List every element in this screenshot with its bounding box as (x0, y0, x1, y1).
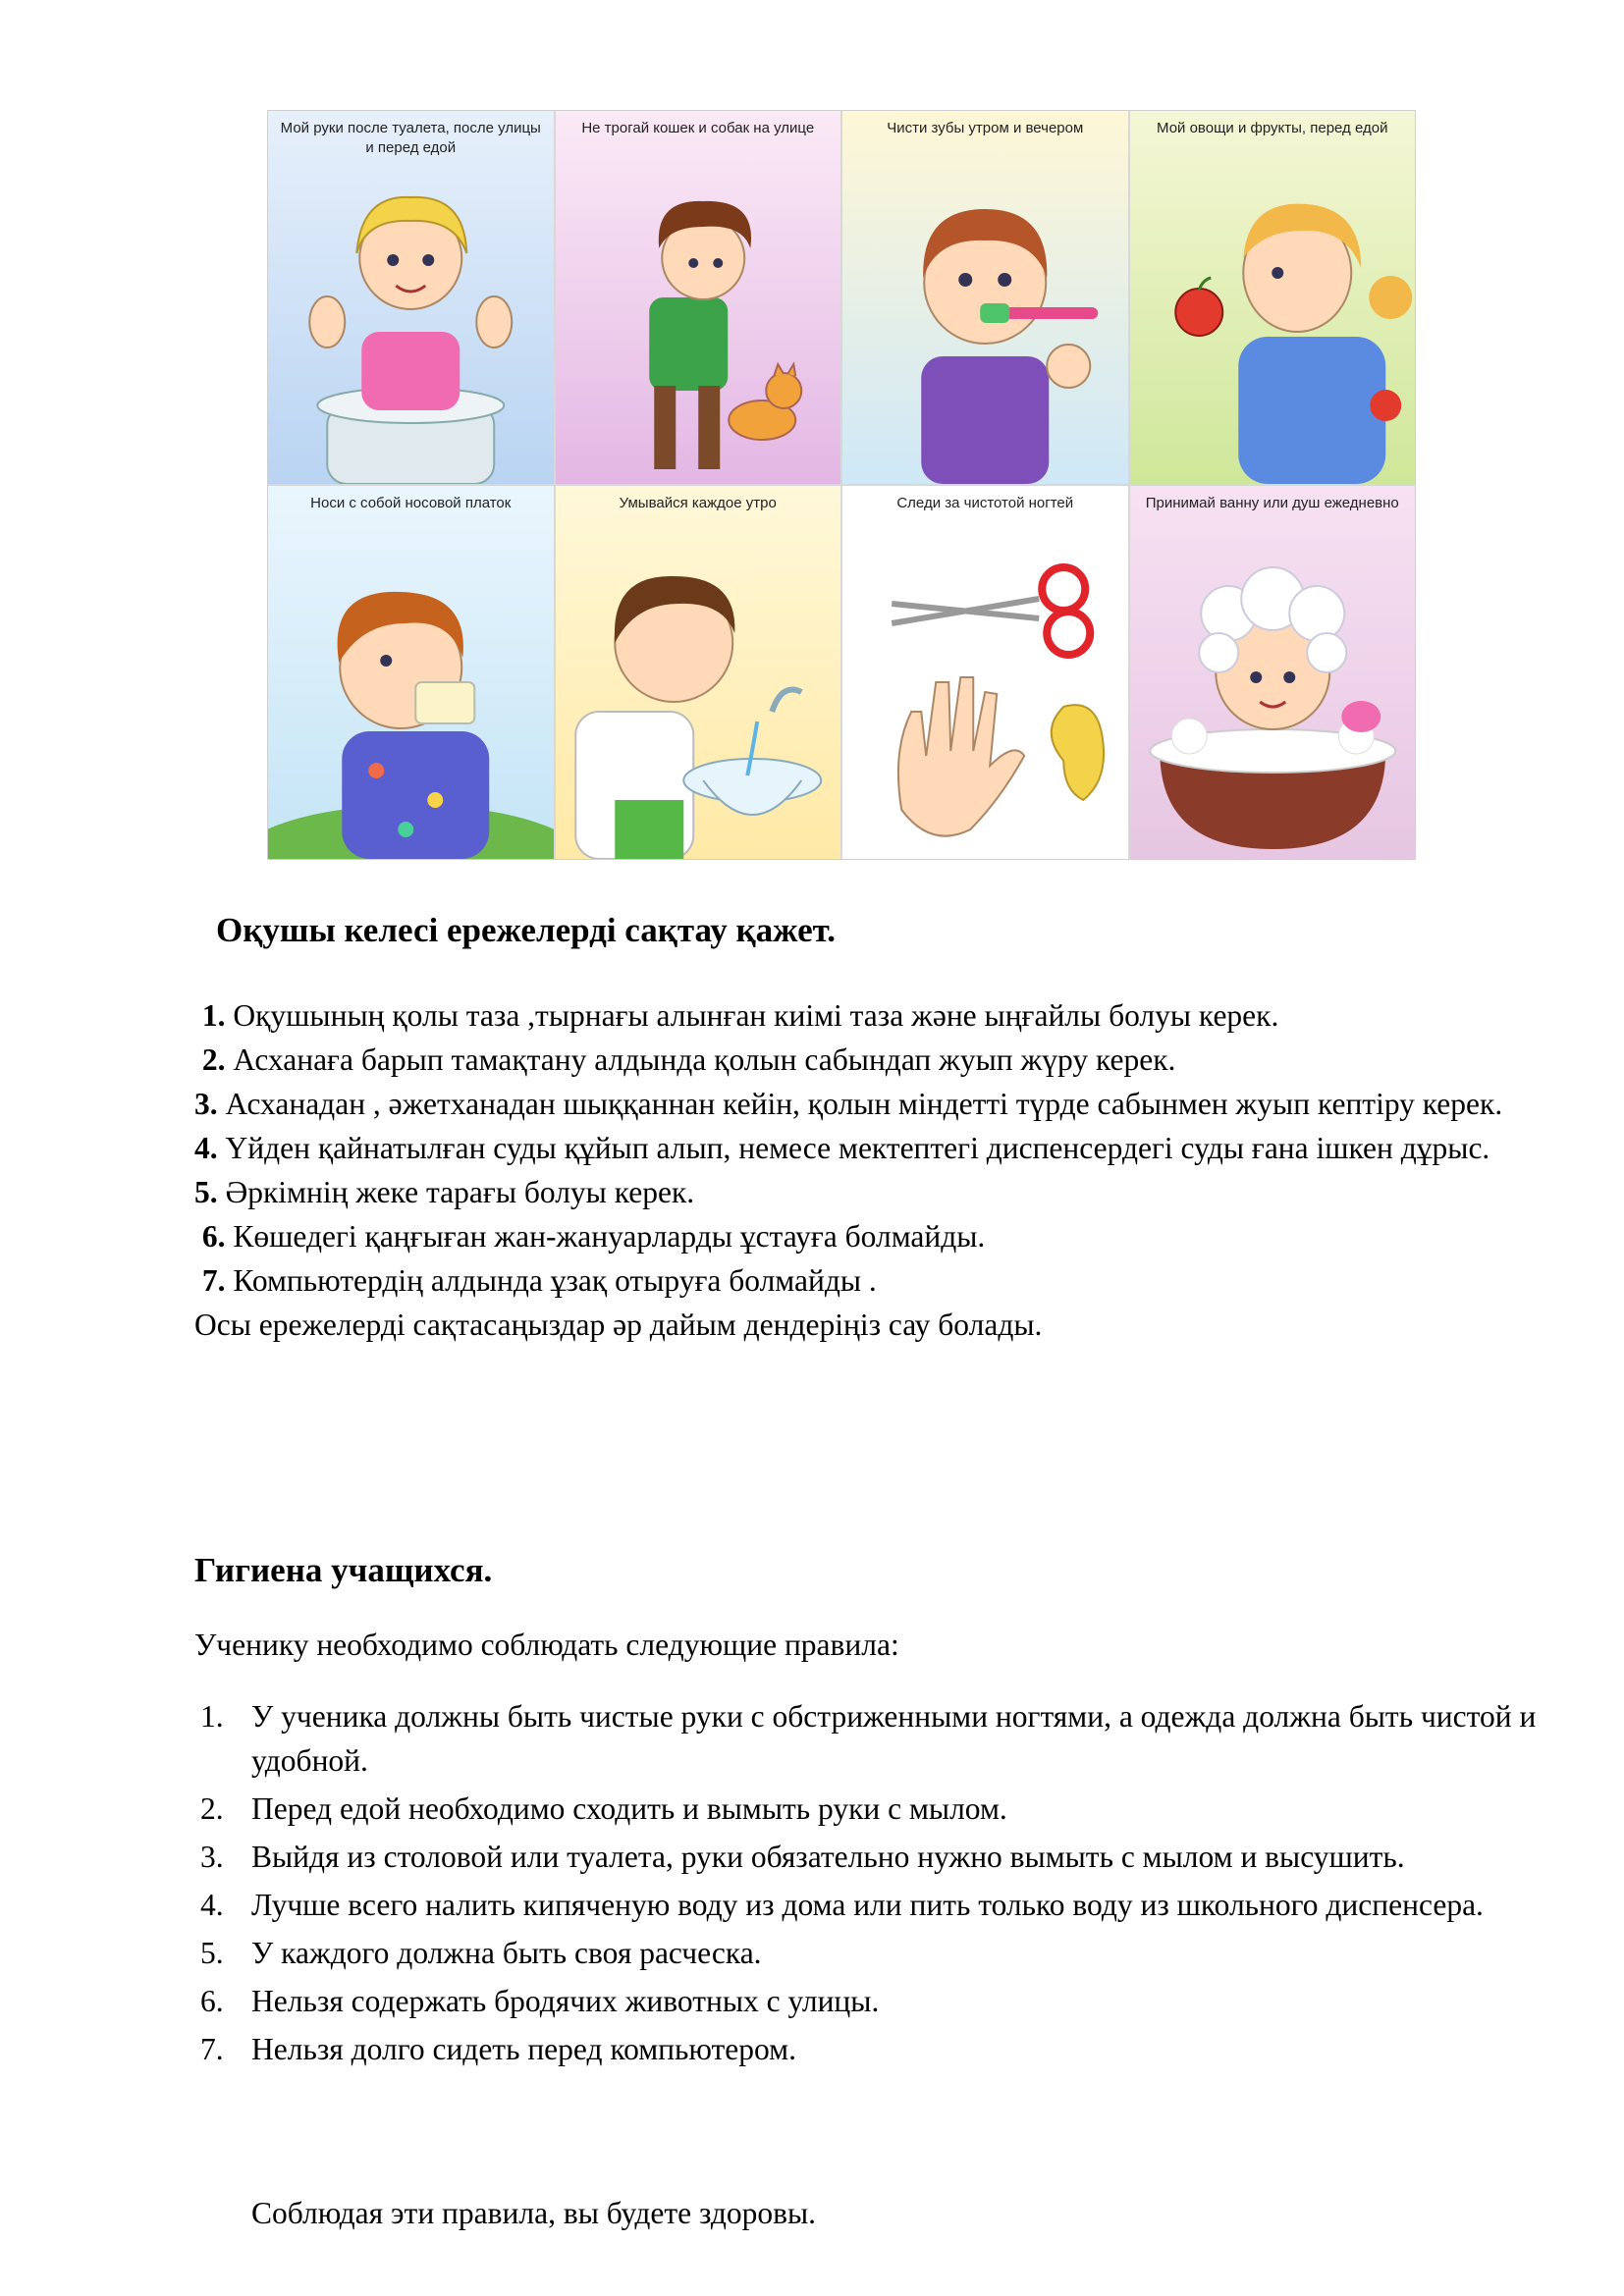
list-item-number: 6. (200, 1984, 224, 2018)
list-item-text: У каждого должна быть своя расческа. (251, 1936, 762, 1970)
kz-rule (194, 1038, 1540, 1082)
poster-panel (556, 486, 841, 859)
kz-rule-number: 7. (201, 1263, 226, 1298)
list-item-number: 4. (200, 1888, 224, 1922)
kz-rule-number: 6. (201, 1219, 226, 1254)
list-item (194, 1787, 1549, 1831)
kz-rule (194, 1126, 1540, 1170)
poster-panel (842, 111, 1128, 484)
kz-rule (194, 1214, 1540, 1258)
ru-heading: Гигиена учащихся. (194, 1551, 493, 1589)
list-item-number: 2. (200, 1791, 224, 1826)
kz-rule-number: 1. (201, 998, 226, 1033)
kz-rules (194, 993, 1540, 1347)
panel-caption: Носи с собой носовой платок (310, 495, 512, 511)
list-item-number: 5. (200, 1936, 224, 1970)
panel-caption: Чисти зубы утром и вечером (887, 120, 1084, 136)
kz-rule-number: 4. (194, 1131, 218, 1165)
list-item-text: Нельзя долго сидеть перед компьютером. (251, 2032, 796, 2066)
list-item-text: Лучше всего налить кипяченую воду из дома или пить только воду из школьного диспенсера. (251, 1888, 1484, 1922)
panel-caption: Следи за чистотой ногтей (896, 495, 1074, 511)
panel-caption: Принимай ванну или душ ежедневно (1145, 495, 1399, 511)
girl-in-bath-icon (1130, 486, 1416, 859)
kz-rule (194, 1258, 1540, 1303)
girl-eating-apple-icon (1130, 111, 1416, 484)
list-item (194, 1694, 1549, 1783)
list-item (194, 1979, 1549, 2023)
poster-panel (268, 486, 554, 859)
list-item-number: 7. (200, 2032, 224, 2066)
kz-rule-number: 5. (194, 1175, 218, 1209)
kz-rule-text: Көшедегі қаңғыған жан-жануарларды ұстауға болмайды. (225, 1219, 986, 1254)
kz-rule (194, 1170, 1540, 1214)
kz-heading: Оқушы келесі ережелерді сақтау қажет. (216, 911, 836, 949)
scissors-and-hand-icon (842, 486, 1128, 859)
boy-with-handkerchief-icon (268, 486, 554, 859)
panel-caption: Умывайся каждое утро (619, 495, 777, 511)
kz-rule-text: Оқушының қолы таза ,тырнағы алынған киімі таза және ыңғайлы болуы керек. (225, 998, 1279, 1033)
poster-panel (1130, 486, 1416, 859)
kz-rule-text: Әркімнің жеке тарағы болуы керек. (217, 1175, 695, 1209)
kz-closing: Осы ережелерді сақтасаңыздар әр дайым дендеріңіз сау болады. (194, 1308, 1043, 1342)
kz-rule-number: 3. (194, 1087, 218, 1121)
panel-caption: Мой руки после туалета, после улицы и перед едой (280, 120, 541, 156)
ru-rules-list (194, 1694, 1549, 2075)
poster-panel (842, 486, 1128, 859)
list-item (194, 1931, 1549, 1975)
kz-rule-number: 2. (201, 1042, 226, 1077)
panel-caption: Не трогай кошек и собак на улице (581, 120, 815, 136)
kz-rule-text: Асханаға барып тамақтану алдында қолын сабындап жуып жүру керек. (225, 1042, 1176, 1077)
poster-panel (1130, 111, 1416, 484)
kz-rule-text: Асханадан , әжетханадан шыққаннан кейін, қолын міндетті түрде сабынмен жуып кептіру керек. (217, 1087, 1503, 1121)
list-item-number: 1. (200, 1699, 224, 1734)
hygiene-poster (267, 110, 1416, 860)
boy-washing-face-icon (556, 486, 841, 859)
kz-rule (194, 993, 1540, 1038)
ru-closing: Соблюдая эти правила, вы будете здоровы. (251, 2196, 817, 2230)
list-item (194, 1883, 1549, 1927)
kz-rule-text: Компьютердің алдында ұзақ отыруға болмайды . (225, 1263, 877, 1298)
kz-rule-text: Үйден қайнатылған суды құйып алып, немесе мектептегі диспенсердегі суды ғана ішкен дұрыс. (217, 1131, 1490, 1165)
list-item-text: Перед едой необходимо сходить и вымыть руки с мылом. (251, 1791, 1007, 1826)
list-item (194, 2027, 1549, 2071)
list-item-text: У ученика должны быть чистые руки с обстриженными ногтями, а одежда должна быть чистой и удобной. (251, 1699, 1537, 1778)
girl-washing-hands-icon (268, 111, 554, 484)
list-item-number: 3. (200, 1840, 224, 1874)
boy-brushing-teeth-icon (842, 111, 1128, 484)
poster-panel (556, 111, 841, 484)
panel-caption: Мой овощи и фрукты, перед едой (1157, 120, 1388, 136)
list-item-text: Нельзя содержать бродячих животных с улицы. (251, 1984, 880, 2018)
poster-panel (268, 111, 554, 484)
boy-with-cat-icon (556, 111, 841, 484)
ru-intro: Ученику необходимо соблюдать следующие правила: (194, 1628, 899, 1662)
list-item (194, 1835, 1549, 1879)
kz-rule (194, 1082, 1540, 1126)
list-item-text: Выйдя из столовой или туалета, руки обязательно нужно вымыть с мылом и высушить. (251, 1840, 1405, 1874)
